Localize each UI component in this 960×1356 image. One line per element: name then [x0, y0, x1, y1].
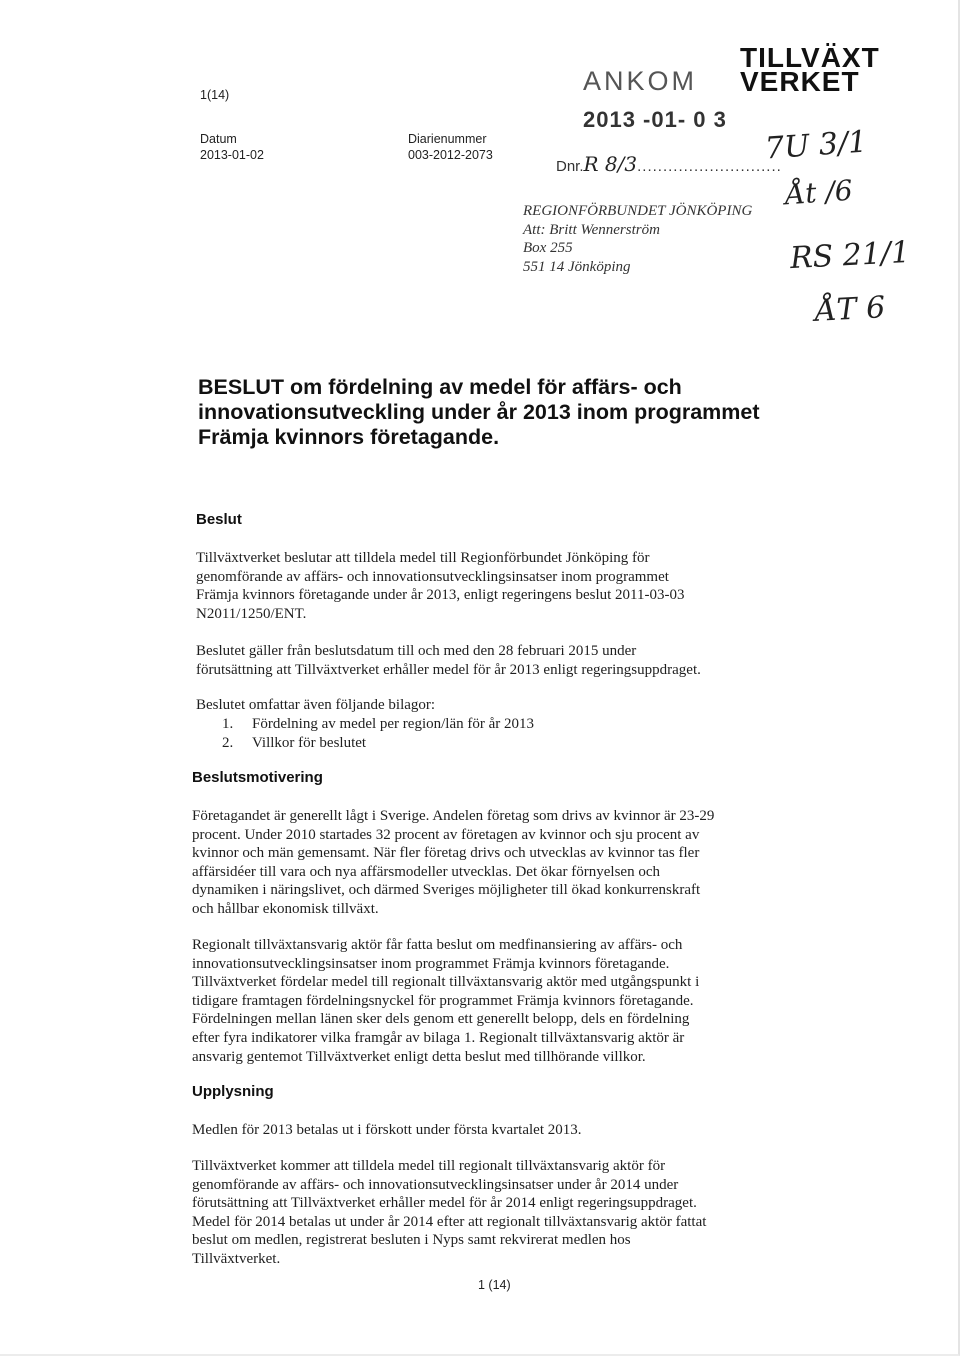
- text-line: Fördelningen mellan länen sker dels genom ett generellt belopp, dels en fördelning: [192, 1011, 690, 1028]
- diarie-value: 003-2012-2073: [408, 148, 493, 162]
- text-line: tidigare framtagen fördelningsnyckel för programmet Främja kvinnors företagande.: [192, 992, 694, 1009]
- beslut-paragraph-3: [196, 696, 435, 715]
- text-line: N2011/1250/ENT.: [196, 605, 307, 622]
- text-line: Tillväxtverket kommer att tilldela medel till regionalt tillväxtansvarig aktör för: [192, 1158, 666, 1174]
- text-line: ansvarig gentemot Tillväxtverket enligt detta beslut med tillhörande villkor.: [192, 1048, 646, 1065]
- stamp-dnr: Dnr.R 8/3............................: [556, 152, 782, 176]
- recipient-attention: Att: Britt Wennerström: [523, 221, 660, 238]
- beslut-heading: Beslut: [196, 511, 242, 528]
- text-line: dynamiken i näringslivet, och därmed Sveriges möjligheter till ökad konkurrenskraft: [192, 882, 701, 899]
- list-text: Fördelning av medel per region/län för år 2013: [252, 716, 534, 732]
- upplysning-heading: Upplysning: [192, 1083, 274, 1100]
- upplysning-paragraph-2: [192, 1157, 706, 1269]
- handwritten-note-4: ÅT 6: [814, 290, 887, 329]
- recipient-city: 551 14 Jönköping: [523, 258, 631, 275]
- text-line: innovationsutvecklingsinsatser inom programmet Främja kvinnors företagande.: [192, 955, 670, 972]
- motivering-paragraph-2: [192, 936, 699, 1066]
- text-line: Främja kvinnors företagande under år 2013, enligt regeringens beslut 2011-03-03: [196, 587, 685, 604]
- handwritten-note-1: 7U 3/1: [763, 124, 869, 167]
- recipient-address: [523, 202, 752, 276]
- motivering-paragraph-1: [192, 807, 714, 919]
- date-block: [200, 131, 264, 163]
- list-text: Villkor för beslutet: [252, 734, 367, 751]
- bilagor-intro: Beslutet omfattar även följande bilagor:: [196, 697, 436, 713]
- list-number: 2.: [222, 734, 234, 751]
- list-item: [196, 715, 534, 734]
- text-line: efter fyra indikatorer vilka framgår av bilaga 1. Regionalt tillväxtansvarig aktör är: [192, 1029, 685, 1046]
- title-line-3: Främja kvinnors företagande.: [198, 425, 500, 449]
- text-line: förutsättning att Tillväxtverket erhåller medel för år 2014 enligt regeringsuppdraget.: [192, 1195, 697, 1212]
- recipient-box: Box 255: [523, 240, 573, 256]
- text-line: kvinnor och män gemensamt. När fler företag drivs och utvecklas av kvinnor tas fler: [192, 845, 700, 862]
- stamp-dnr-label: Dnr.: [556, 158, 584, 175]
- text-line: Företagandet är generellt lågt i Sverige. Andelen företag som drivs av kvinnor är 23-29: [192, 808, 715, 824]
- text-line: Tillväxtverket beslutar att tilldela medel till Regionförbundet Jönköping för: [196, 550, 650, 566]
- bilagor-list: [196, 715, 534, 752]
- motivering-heading: Beslutsmotivering: [192, 769, 323, 786]
- tillvaxtverket-logo: [740, 42, 880, 97]
- title-line-2: innovationsutveckling under år 2013 inom programmet: [198, 400, 760, 424]
- text-line: Tillväxtverket.: [192, 1250, 281, 1267]
- text-line: beslut om medlen, registrerat besluten i Nyps samt rekvirerat medlen hos: [192, 1232, 631, 1249]
- text-line: förutsättning att Tillväxtverket erhåller medel för år 2013 enligt regeringsuppdraget.: [196, 661, 701, 678]
- text-line: Medel för 2014 betalas ut under år 2014 efter att regionalt tillväxtansvarig aktör fattat: [192, 1213, 707, 1230]
- handwritten-note-2: Åt /6: [783, 173, 854, 212]
- text-line: procent. Under 2010 startades 32 procent av företagen av kvinnor och sju procent av: [192, 826, 700, 843]
- date-value: 2013-01-02: [200, 148, 264, 162]
- text-line: affärsidéer till vara och nya affärsmodeller utvecklas. Det ökar förnyelsen och: [192, 863, 660, 880]
- date-label: Datum: [200, 132, 237, 146]
- text-line: Tillväxtverket fördelar medel till regionalt tillväxtansvarig aktör med utgångspunkt i: [192, 974, 700, 991]
- handwritten-note-3: RS 21/1: [789, 234, 911, 277]
- page-number-bottom: 1 (14): [478, 1278, 511, 1292]
- list-item: [196, 734, 534, 753]
- recipient-organization: REGIONFÖRBUNDET JÖNKÖPING: [523, 203, 753, 219]
- beslut-paragraph-1: [196, 549, 684, 623]
- text-line: genomförande av affärs- och innovationsutvecklingsinsatser under år 2014 under: [192, 1176, 679, 1193]
- text-line: och hållbar ekonomisk tillväxt.: [192, 900, 379, 917]
- upplysning-paragraph-1: [192, 1121, 581, 1140]
- text-line: Beslutet gäller från beslutsdatum till och med den 28 februari 2015 under: [196, 643, 637, 659]
- text-line: genomförande av affärs- och innovationsutvecklingsinsatser inom programmet: [196, 568, 669, 585]
- stamp-dnr-value: R 8/3: [583, 152, 638, 176]
- title-line-1: BESLUT om fördelning av medel för affärs- och: [198, 375, 682, 399]
- list-number: 1.: [222, 716, 234, 732]
- stamp-date: 2013 -01- 0 3: [583, 107, 727, 132]
- diarie-block: [408, 131, 493, 163]
- text-line: Medlen för 2013 betalas ut i förskott under första kvartalet 2013.: [192, 1122, 582, 1138]
- page-number-top: 1(14): [200, 88, 230, 102]
- beslut-paragraph-2: [196, 642, 701, 679]
- logo-line1: TILLVÄXT: [740, 42, 880, 73]
- logo-line2: VERKET: [740, 66, 860, 97]
- stamp-title: ANKOM: [583, 66, 698, 96]
- diarie-label: Diarienummer: [408, 132, 487, 146]
- document-title: [198, 375, 760, 450]
- text-line: Regionalt tillväxtansvarig aktör får fatta beslut om medfinansiering av affärs- och: [192, 937, 683, 953]
